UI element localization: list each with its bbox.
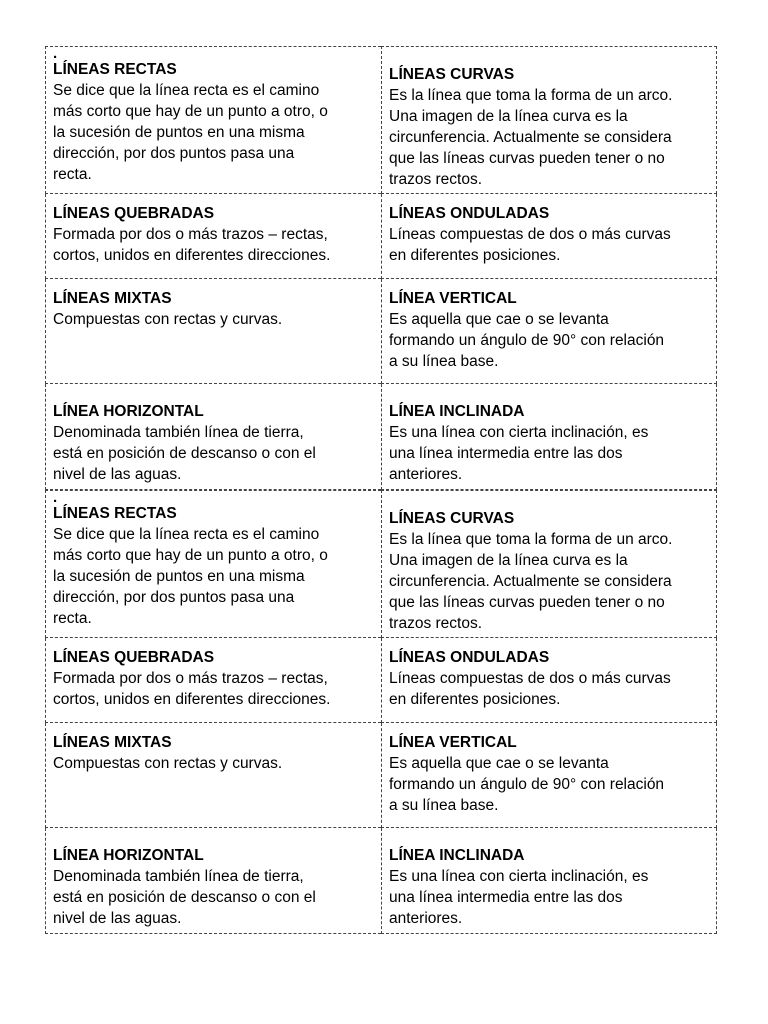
card-lineas-quebradas <box>45 638 381 723</box>
card-title: LÍNEAS QUEBRADAS <box>53 205 215 222</box>
card-linea-vertical <box>381 279 717 384</box>
card-title: LÍNEA HORIZONTAL <box>53 847 204 864</box>
card-title: LÍNEAS CURVAS <box>389 66 515 83</box>
card-text: Compuestas con rectas y curvas. <box>53 755 283 772</box>
card-lineas-quebradas <box>45 194 381 279</box>
card-linea-inclinada <box>381 384 717 490</box>
card-lineas-mixtas <box>45 279 381 384</box>
card-text: Compuestas con rectas y curvas. <box>53 311 283 328</box>
card-title: LÍNEAS QUEBRADAS <box>53 649 215 666</box>
block-marker: . <box>53 45 58 62</box>
card-title: LÍNEA INCLINADA <box>389 847 525 864</box>
card-title: LÍNEAS CURVAS <box>389 510 515 527</box>
card-text: Se dice que la línea recta es el camino más corto que hay de un punto a otro, o la sucesión de puntos en una misma dirección, por dos puntos pasa una recta. <box>53 526 328 627</box>
block-marker: . <box>53 489 58 506</box>
card-block <box>45 490 717 934</box>
card-text: Denominada también línea de tierra, está en posición de descanso o con el nivel de las aguas. <box>53 424 316 483</box>
card-block <box>45 46 717 490</box>
card-title: LÍNEAS RECTAS <box>53 61 177 78</box>
card-text: Es aquella que cae o se levanta formando un ángulo de 90° con relación a su línea base. <box>389 755 665 814</box>
card-title: LÍNEA VERTICAL <box>389 734 517 751</box>
card-title: LÍNEAS RECTAS <box>53 505 177 522</box>
card-lineas-curvas <box>381 490 717 638</box>
card-text: Formada por dos o más trazos – rectas, cortos, unidos en diferentes direcciones. <box>53 670 331 708</box>
card-linea-inclinada <box>381 828 717 934</box>
card-lineas-rectas <box>45 490 381 638</box>
card-linea-horizontal <box>45 828 381 934</box>
card-title: LÍNEAS MIXTAS <box>53 734 172 751</box>
card-text: Denominada también línea de tierra, está en posición de descanso o con el nivel de las aguas. <box>53 868 316 927</box>
card-text: Líneas compuestas de dos o más curvas en diferentes posiciones. <box>389 670 671 708</box>
card-sheet <box>45 46 717 934</box>
card-lineas-onduladas <box>381 638 717 723</box>
card-lineas-curvas <box>381 46 717 194</box>
card-title: LÍNEA INCLINADA <box>389 403 525 420</box>
card-title: LÍNEAS MIXTAS <box>53 290 172 307</box>
card-lineas-onduladas <box>381 194 717 279</box>
card-title: LÍNEA VERTICAL <box>389 290 517 307</box>
card-title: LÍNEA HORIZONTAL <box>53 403 204 420</box>
card-text: Se dice que la línea recta es el camino más corto que hay de un punto a otro, o la sucesión de puntos en una misma dirección, por dos puntos pasa una recta. <box>53 82 328 183</box>
card-lineas-mixtas <box>45 723 381 828</box>
card-text: Líneas compuestas de dos o más curvas en diferentes posiciones. <box>389 226 671 264</box>
card-linea-vertical <box>381 723 717 828</box>
card-text: Formada por dos o más trazos – rectas, cortos, unidos en diferentes direcciones. <box>53 226 331 264</box>
card-title: LÍNEAS ONDULADAS <box>389 205 550 222</box>
card-text: Es la línea que toma la forma de un arco. Una imagen de la línea curva es la circunferencia. Actualmente se considera que las líneas curvas pueden tener o no trazos rectos. <box>389 87 673 188</box>
card-text: Es una línea con cierta inclinación, es una línea intermedia entre las dos anteriores. <box>389 868 649 927</box>
card-linea-horizontal <box>45 384 381 490</box>
card-lineas-rectas <box>45 46 381 194</box>
card-text: Es una línea con cierta inclinación, es una línea intermedia entre las dos anteriores. <box>389 424 649 483</box>
card-text: Es la línea que toma la forma de un arco. Una imagen de la línea curva es la circunferencia. Actualmente se considera que las líneas curvas pueden tener o no trazos rectos. <box>389 531 673 632</box>
card-text: Es aquella que cae o se levanta formando un ángulo de 90° con relación a su línea base. <box>389 311 665 370</box>
card-title: LÍNEAS ONDULADAS <box>389 649 550 666</box>
